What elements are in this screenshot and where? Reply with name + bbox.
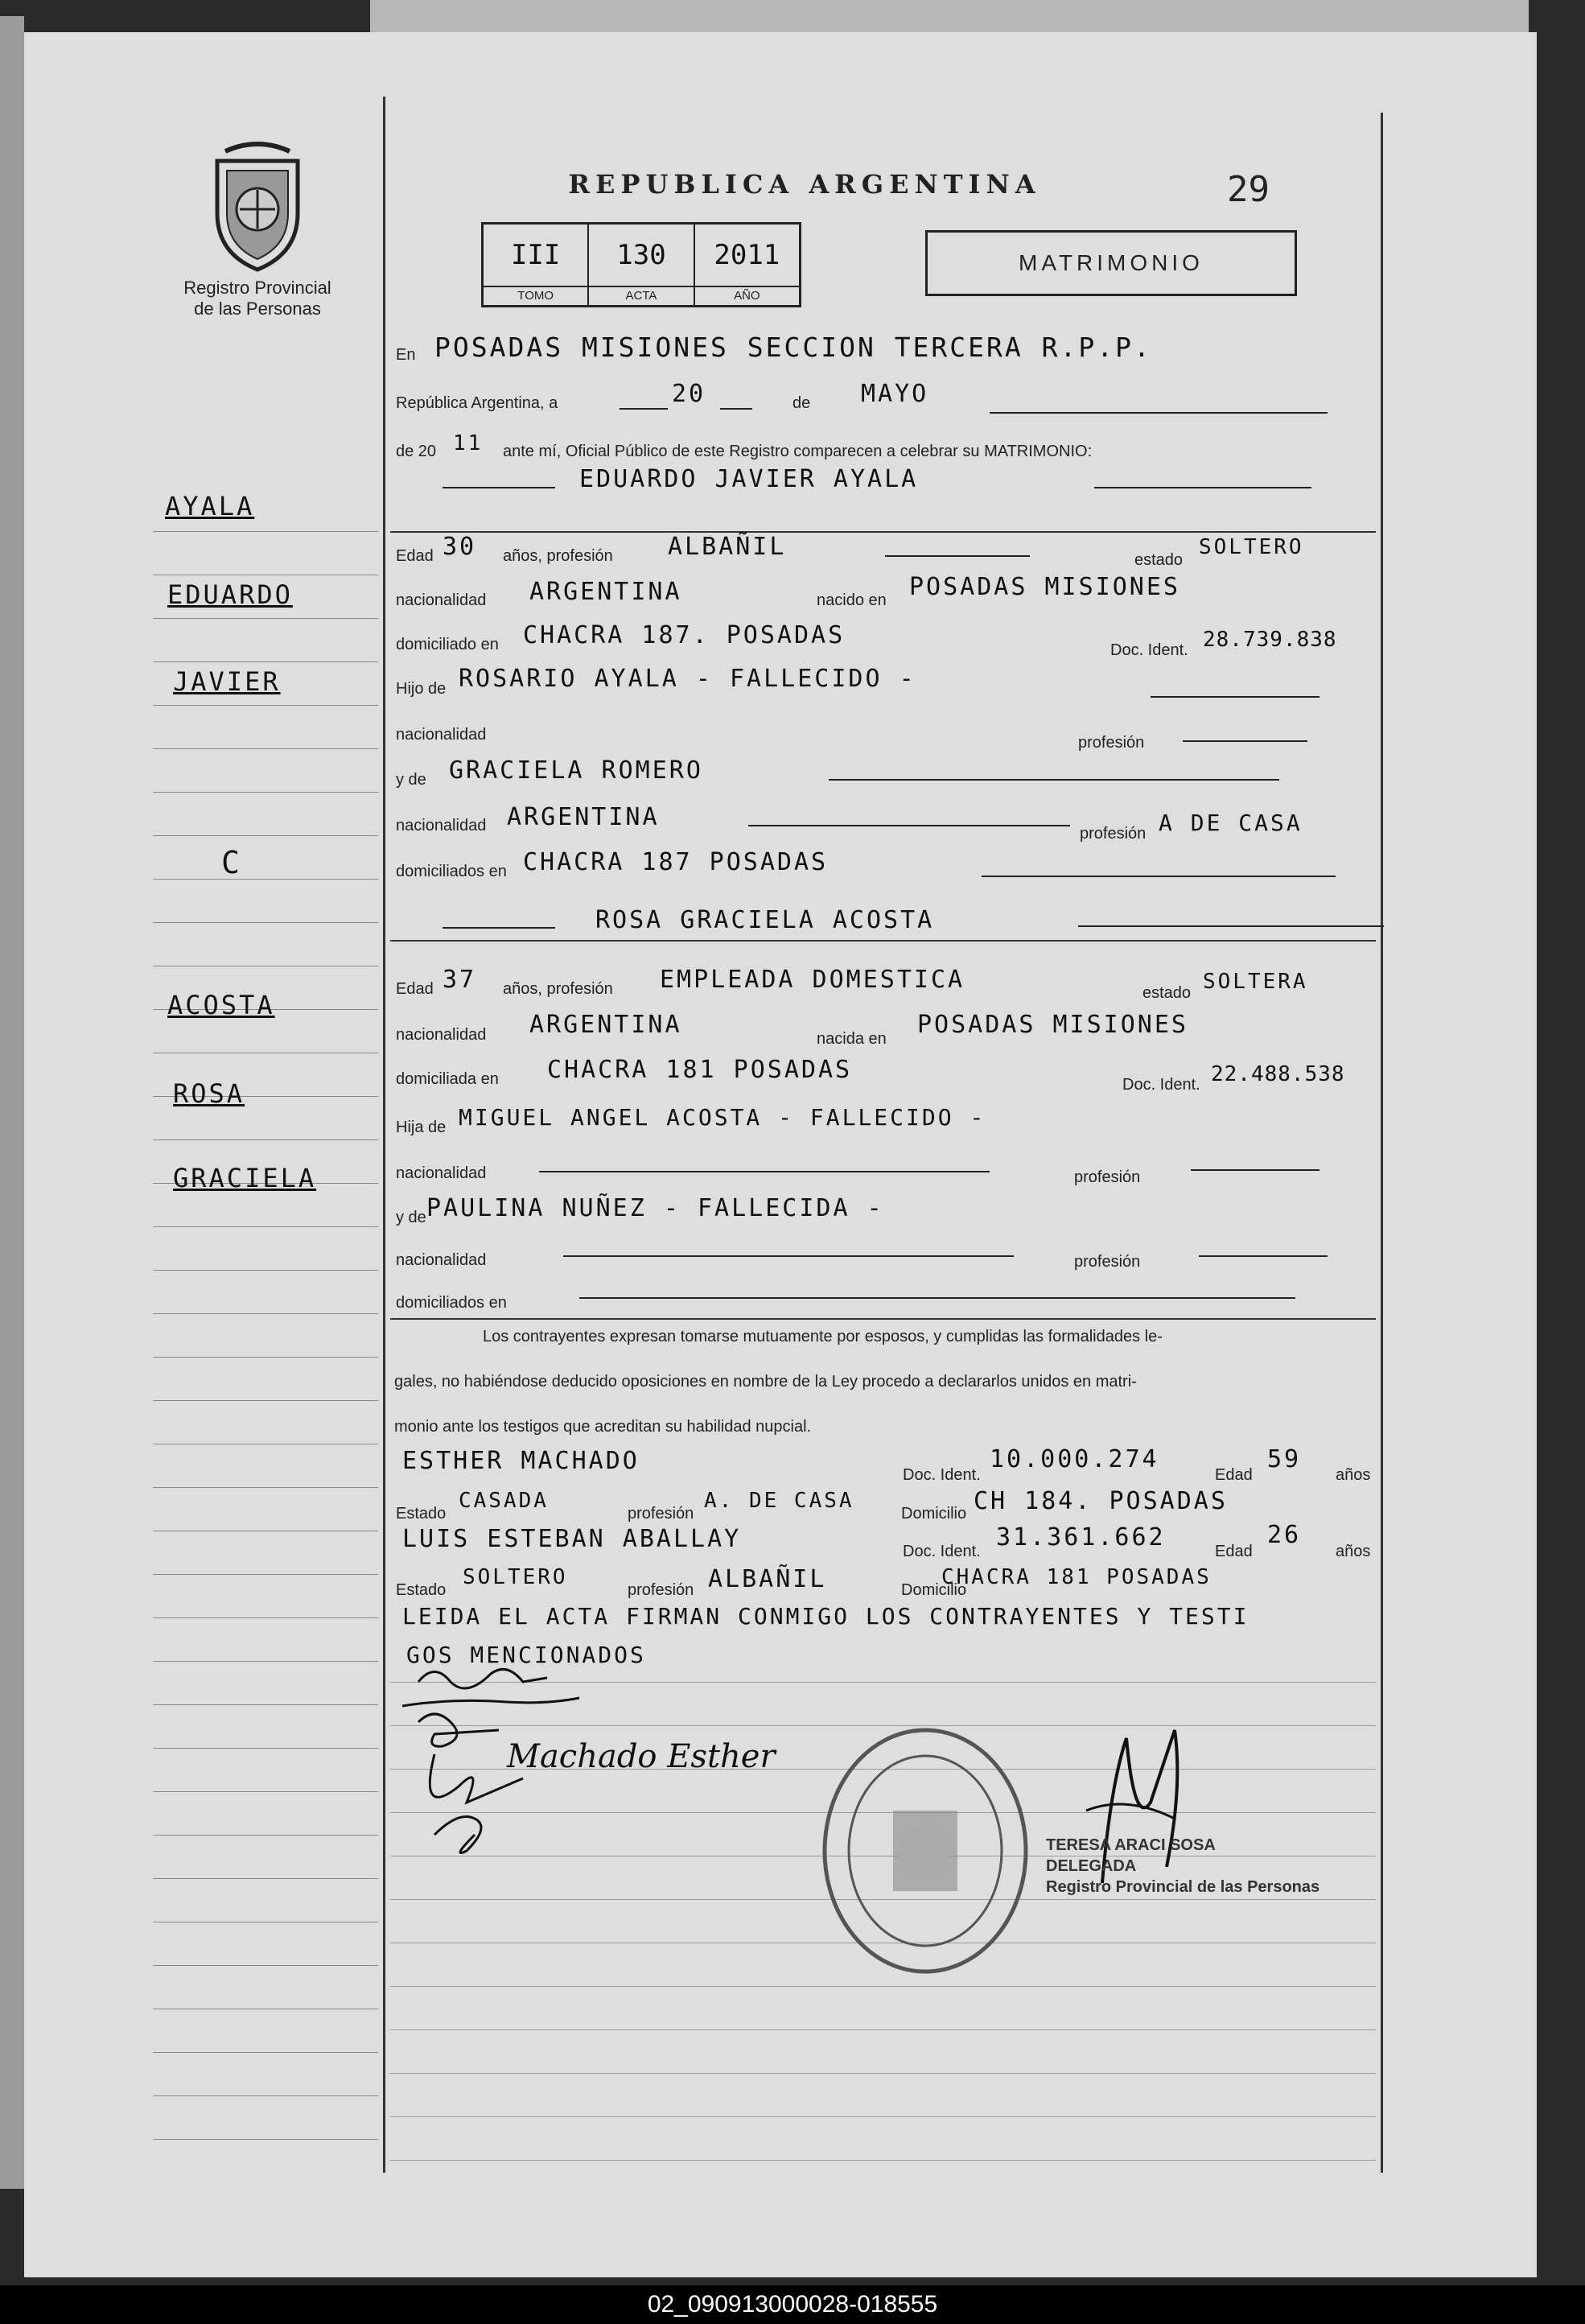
bride-nacida-label: nacida en	[817, 1030, 887, 1048]
dash	[1078, 925, 1384, 927]
margin-groom-first: EDUARDO	[167, 579, 293, 610]
official-stamp-icon	[813, 1722, 1038, 1980]
dash	[990, 412, 1328, 414]
margin-ruled-line	[153, 2139, 378, 2140]
bride-dom-label: domiciliada en	[396, 1070, 499, 1088]
witness-1-edad: 59	[1267, 1445, 1302, 1473]
document-page	[24, 32, 1537, 2277]
official-office: Registro Provincial de las Personas	[1046, 1878, 1320, 1896]
margin-ruled-line	[153, 1400, 378, 1401]
witness-1-prof-label: profesión	[628, 1505, 694, 1523]
witness-2-prof-label: profesión	[628, 1581, 694, 1599]
bride-padre-prof-label: profesión	[1074, 1168, 1141, 1186]
margin-ruled-line	[153, 1704, 378, 1705]
margin-ruled-line	[153, 1748, 378, 1749]
groom-dom-label: domiciliado en	[396, 636, 499, 653]
witness-1-anos-label: años	[1336, 1466, 1371, 1484]
registro-line-2: de las Personas	[194, 299, 321, 319]
acta-label: ACTA	[589, 286, 693, 305]
bride-madre: PAULINA NUÑEZ - FALLECIDA -	[426, 1194, 884, 1222]
witness-1-edad-label: Edad	[1215, 1466, 1253, 1484]
registration-box	[481, 222, 801, 307]
bride-hija-label: Hija de	[396, 1119, 447, 1136]
bride-padre: MIGUEL ANGEL ACOSTA - FALLECIDO -	[459, 1104, 986, 1131]
dash	[563, 1255, 1014, 1257]
margin-ruled-line	[153, 1878, 378, 1879]
body-ruled-line	[390, 2029, 1376, 2030]
groom-doc: 28.739.838	[1203, 628, 1337, 652]
mes-value: MAYO	[861, 380, 929, 408]
ante-text: ante mí, Oficial Público de este Registro comparecen a celebrar su MATRIMONIO:	[503, 443, 1093, 460]
margin-ruled-line	[153, 618, 378, 619]
margin-groom-second: JAVIER	[173, 666, 281, 697]
margin-ruled-line	[153, 531, 378, 532]
groom-madre-prof: A DE CASA	[1159, 810, 1303, 836]
bride-madre-prof-label: profesión	[1074, 1253, 1141, 1271]
dash	[1199, 1255, 1328, 1257]
anio-cell	[695, 225, 799, 305]
witness-2-domicilio: CHACRA 181 POSADAS	[941, 1565, 1212, 1589]
tomo-cell	[484, 225, 589, 305]
provincial-seal-icon	[201, 137, 314, 274]
folio-number: 29	[1227, 169, 1270, 210]
dash	[885, 555, 1030, 557]
margin-ruled-line	[153, 748, 378, 749]
witness-1-name: ESTHER MACHADO	[402, 1447, 640, 1475]
declaration-line-1: Los contrayentes expresan tomarse mutuamente por esposos, y cumplidas las formalidades le-	[483, 1328, 1163, 1345]
groom-madre: GRACIELA ROMERO	[449, 756, 703, 785]
witness-2-edad-label: Edad	[1215, 1543, 1253, 1560]
witness-2-edad: 26	[1267, 1521, 1302, 1549]
bride-padre-nac-label: nacionalidad	[396, 1164, 487, 1182]
dash	[748, 825, 1070, 826]
section-divider	[390, 940, 1376, 942]
section-divider	[390, 531, 1376, 533]
margin-bride-surname: ACOSTA	[167, 990, 275, 1020]
official-name: TERESA ARACI SOSA	[1046, 1836, 1216, 1854]
margin-ruled-line	[153, 1574, 378, 1575]
document-title: REPUBLICA ARGENTINA	[568, 169, 1041, 200]
margin-connector: C	[221, 845, 242, 880]
margin-ruled-line	[153, 1617, 378, 1618]
en-label: En	[396, 346, 416, 364]
groom-nacido-label: nacido en	[817, 591, 887, 609]
dash	[829, 779, 1279, 781]
margin-ruled-line	[153, 922, 378, 923]
margin-ruled-line	[153, 705, 378, 706]
margin-ruled-line	[153, 1487, 378, 1488]
bride-padres-dom-label: domiciliados en	[396, 1294, 507, 1312]
margin-ruled-line	[153, 792, 378, 793]
witness-1-doc-label: Doc. Ident.	[903, 1466, 981, 1484]
bride-yde-label: y de	[396, 1209, 426, 1226]
tomo-label: TOMO	[484, 286, 587, 305]
de-label: de	[792, 394, 811, 412]
witness-2-estado-label: Estado	[396, 1581, 447, 1599]
bride-anos-prof-label: años, profesión	[503, 980, 613, 998]
anio-value: 2011	[714, 239, 780, 271]
groom-estado: SOLTERO	[1199, 535, 1304, 559]
bride-estado-label: estado	[1142, 984, 1192, 1002]
year-suffix-value: 11	[453, 431, 484, 455]
margin-ruled-line	[153, 1313, 378, 1314]
acta-cell	[589, 225, 694, 305]
dash	[720, 408, 752, 410]
groom-padres-dom: CHACRA 187 POSADAS	[523, 848, 829, 876]
groom-yde-label: y de	[396, 771, 426, 789]
bride-nacida-en: POSADAS MISIONES	[917, 1011, 1188, 1039]
groom-padre-nac-label: nacionalidad	[396, 726, 487, 744]
margin-ruled-line	[153, 2052, 378, 2053]
official-role: DELEGADA	[1046, 1857, 1137, 1875]
book-left-page-edge	[0, 16, 24, 2189]
witness-1-profesion: A. DE CASA	[704, 1489, 854, 1513]
witness-2-doc-label: Doc. Ident.	[903, 1543, 981, 1560]
body-ruled-line	[390, 1986, 1376, 1987]
margin-ruled-line	[153, 1965, 378, 1966]
groom-nac-label: nacionalidad	[396, 591, 487, 609]
margin-ruled-line	[153, 1661, 378, 1662]
groom-hijo-label: Hijo de	[396, 680, 447, 698]
margin-ruled-line	[153, 1270, 378, 1271]
witness-1-domicilio: CH 184. POSADAS	[974, 1487, 1228, 1515]
groom-nacionalidad: ARGENTINA	[529, 578, 682, 606]
anio-label: AÑO	[695, 286, 799, 305]
section-divider	[390, 1318, 1376, 1320]
declaration-line-2: gales, no habiéndose deducido oposiciones en nombre de la Ley procedo a declararlos unidos en matri-	[394, 1373, 1137, 1391]
bride-doc-label: Doc. Ident.	[1122, 1076, 1200, 1094]
witness-2-name: LUIS ESTEBAN ABALLAY	[402, 1525, 742, 1553]
groom-profesion: ALBAÑIL	[668, 533, 787, 561]
groom-doc-label: Doc. Ident.	[1110, 641, 1188, 659]
groom-padre-prof-label: profesión	[1078, 734, 1145, 752]
dash	[982, 876, 1336, 877]
bride-doc: 22.488.538	[1211, 1062, 1345, 1086]
margin-bride-first: ROSA	[173, 1078, 245, 1109]
witness-2-anos-label: años	[1336, 1543, 1371, 1560]
witness-2-profesion: ALBAÑIL	[708, 1565, 827, 1593]
registro-line-1: Registro Provincial	[183, 278, 331, 298]
groom-domicilio: CHACRA 187. POSADAS	[523, 621, 846, 649]
body-ruled-line	[390, 2160, 1376, 2161]
file-id-bar: 02_090913000028-018555	[0, 2285, 1585, 2324]
body-ruled-line	[390, 2116, 1376, 2117]
dash	[1094, 487, 1311, 488]
witness-1-doc: 10.000.274	[990, 1445, 1159, 1473]
bride-edad-label: Edad	[396, 980, 434, 998]
closing-line-2: GOS MENCIONADOS	[406, 1642, 646, 1668]
tomo-value: III	[510, 239, 561, 271]
margin-bride-second: GRACIELA	[173, 1163, 317, 1193]
acta-value: 130	[616, 239, 666, 271]
bride-nacionalidad: ARGENTINA	[529, 1011, 682, 1039]
bride-profesion: EMPLEADA DOMESTICA	[660, 966, 965, 994]
book-top-edge	[370, 0, 1529, 32]
declaration-line-3: monio ante los testigos que acreditan su habilidad nupcial.	[394, 1418, 812, 1436]
margin-ruled-line	[153, 2095, 378, 2096]
groom-estado-label: estado	[1134, 551, 1184, 569]
dash	[1183, 740, 1307, 742]
groom-edad: 30	[443, 533, 477, 561]
year-prefix-label: de 20	[396, 443, 437, 460]
margin-ruled-line	[153, 1139, 378, 1140]
margin-ruled-line	[153, 835, 378, 836]
groom-padres-dom-label: domiciliados en	[396, 863, 507, 880]
bride-nac-label: nacionalidad	[396, 1026, 487, 1044]
bride-name: ROSA GRACIELA ACOSTA	[595, 906, 935, 934]
dash	[443, 927, 555, 929]
witness-2-dom-label: Domicilio	[901, 1581, 967, 1599]
body-ruled-line	[390, 2073, 1376, 2074]
witness-2-doc: 31.361.662	[996, 1523, 1166, 1551]
republica-label: República Argentina, a	[396, 394, 558, 412]
closing-line-1: LEIDA EL ACTA FIRMAN CONMIGO LOS CONTRAYENTES Y TESTI	[402, 1603, 1249, 1630]
groom-madre-nac-label: nacionalidad	[396, 817, 487, 834]
dash	[1151, 696, 1319, 698]
groom-padre: ROSARIO AYALA - FALLECIDO -	[459, 665, 916, 693]
bride-edad: 37	[443, 966, 477, 994]
dash	[620, 408, 668, 410]
groom-madre-prof-label: profesión	[1080, 825, 1147, 843]
bride-estado: SOLTERA	[1203, 970, 1308, 994]
groom-name: EDUARDO JAVIER AYALA	[579, 465, 919, 493]
groom-anos-prof-label: años, profesión	[503, 547, 613, 565]
groom-madre-nac: ARGENTINA	[507, 803, 660, 831]
margin-ruled-line	[153, 1357, 378, 1358]
bride-madre-nac-label: nacionalidad	[396, 1251, 487, 1269]
dash	[539, 1171, 990, 1172]
dash	[579, 1297, 1295, 1299]
registro-provincial-label	[161, 278, 354, 319]
matrimonio-box: MATRIMONIO	[925, 230, 1297, 296]
witness-1-estado-label: Estado	[396, 1505, 447, 1523]
lugar-value: POSADAS MISIONES SECCION TERCERA R.P.P.	[434, 332, 1152, 363]
witness-2-estado: SOLTERO	[463, 1565, 568, 1589]
margin-ruled-line	[153, 879, 378, 880]
dash	[443, 487, 555, 488]
official-seal-text	[1046, 1835, 1319, 1898]
dash	[1191, 1169, 1319, 1171]
margin-ruled-line	[153, 1226, 378, 1227]
margin-ruled-line	[153, 661, 378, 662]
margin-ruled-line	[153, 1791, 378, 1792]
groom-edad-label: Edad	[396, 547, 434, 565]
margin-groom-surname: AYALA	[165, 491, 255, 521]
groom-nacido-en: POSADAS MISIONES	[909, 573, 1180, 601]
witness-1-estado: CASADA	[459, 1489, 549, 1513]
margin-ruled-line	[153, 1835, 378, 1836]
witness-1-dom-label: Domicilio	[901, 1505, 967, 1523]
right-rule	[1381, 113, 1383, 2173]
bride-domicilio: CHACRA 181 POSADAS	[547, 1056, 853, 1084]
witness-signature: Machado Esther	[507, 1738, 776, 1775]
dia-value: 20	[672, 380, 706, 408]
margin-rule	[383, 97, 385, 2173]
